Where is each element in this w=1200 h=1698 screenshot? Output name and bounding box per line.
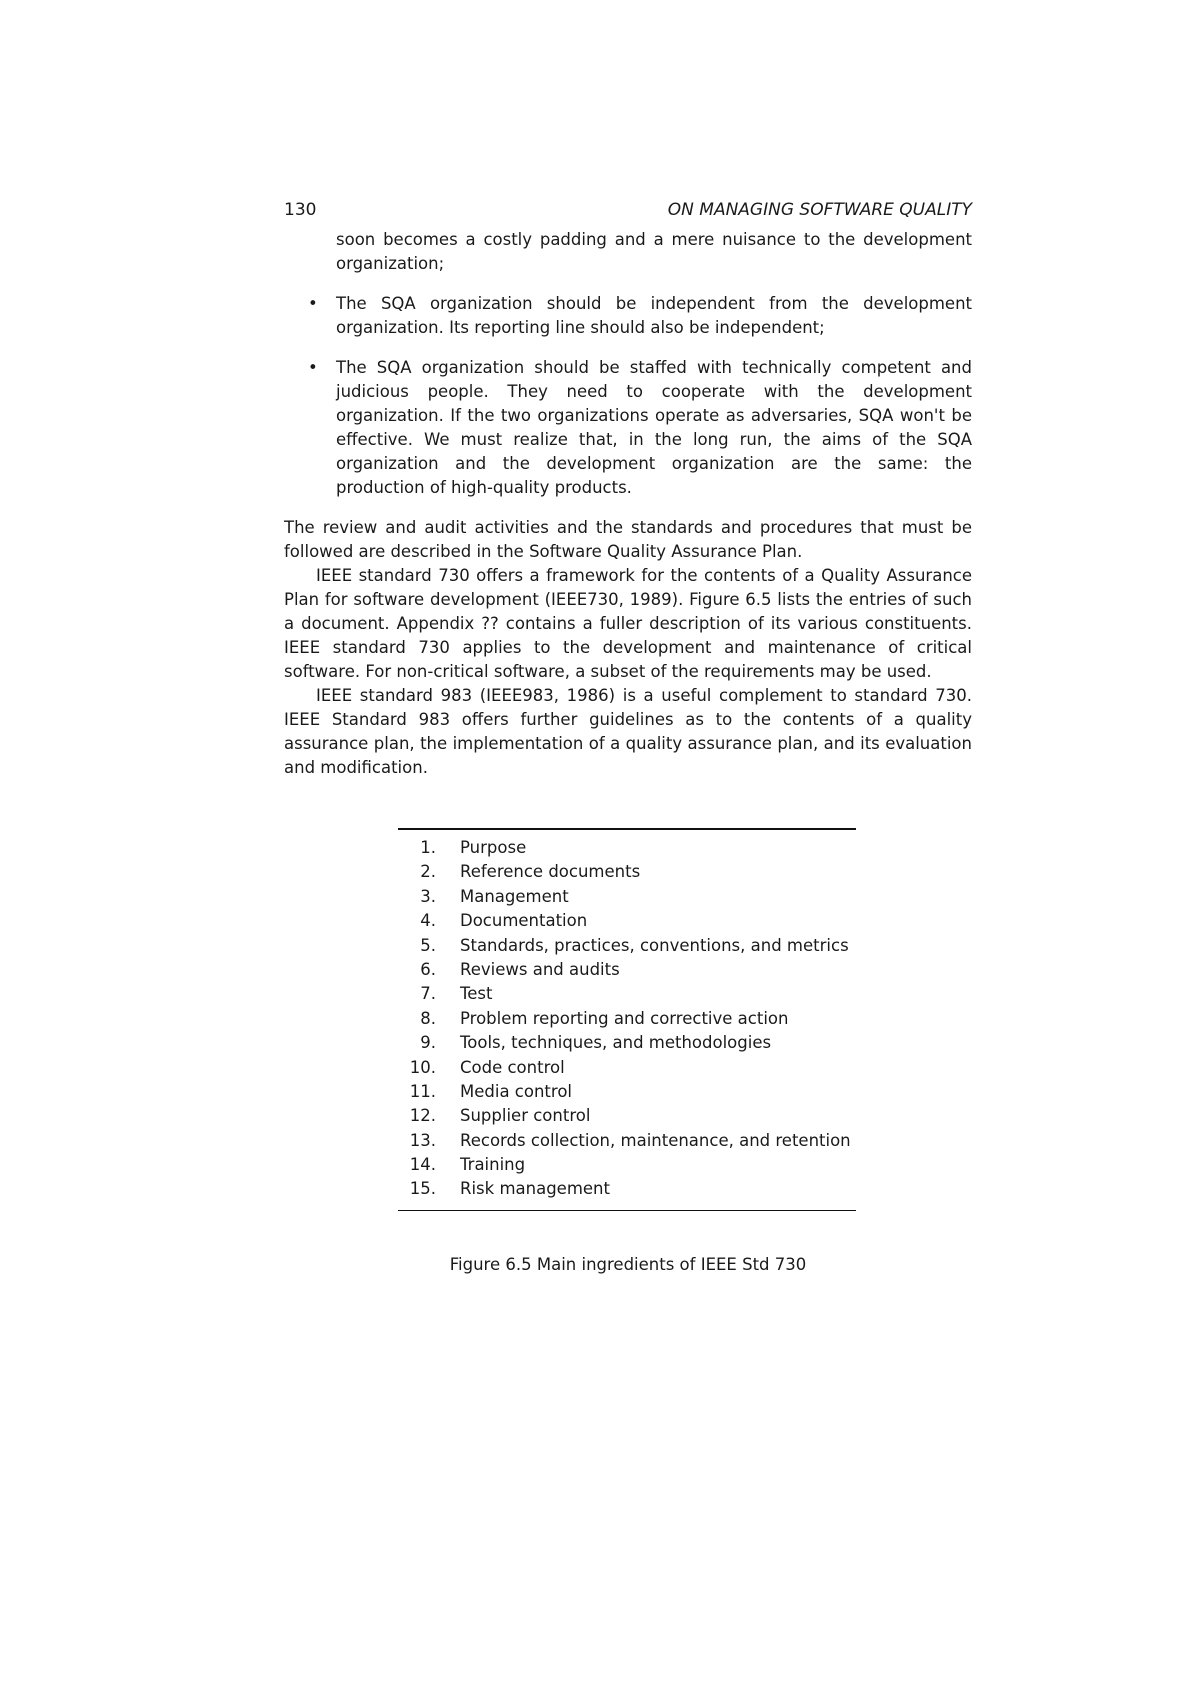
figure-list-item [398,860,856,884]
figure-top-rule [398,828,856,830]
item-label: Problem reporting and corrective action [460,1008,789,1028]
figure-list-item [398,1031,856,1055]
item-number: 8. [420,1008,436,1028]
figure-bottom-rule [398,1210,856,1211]
figure-item-list [398,836,856,1202]
body-paragraph: IEEE standard 730 offers a framework for the contents of a Quality Assurance Plan for software development (IEEE730, 1989). Figure 6.5 lists the entries of such a document. Appendix ?? contains a fuller description of its various constituents. IEEE standard 730 applies to the development and maintenance of critical software. For non-critical software, a subset of the requirements may be used. [284,566,972,681]
item-label: Code control [460,1057,565,1077]
item-number: 1. [420,838,436,857]
figure-list-item [398,909,856,933]
figure-list-item [398,1080,856,1104]
page-number: 130 [284,200,317,220]
item-number: 2. [420,862,436,882]
figure-list-item [398,958,856,982]
figure-list-item [398,1104,856,1128]
figure-list-item [398,885,856,909]
running-title: ON MANAGING SOFTWARE QUALITY [667,200,972,220]
figure-list-item [398,934,856,958]
figure-list-item [398,982,856,1006]
continuation-text: soon becomes a costly padding and a mere nuisance to the development organization; [336,230,972,273]
item-label: Management [460,886,569,906]
bullet-list [278,292,972,500]
figure-list-item [398,1056,856,1080]
item-number: 6. [420,959,436,979]
item-number: 12. [409,1106,436,1126]
item-number: 4. [420,911,436,931]
item-label: Supplier control [460,1106,591,1126]
item-label: Test [460,984,493,1004]
item-label: Purpose [460,838,527,857]
item-number: 14. [409,1155,436,1175]
item-label: Reference documents [460,862,641,882]
figure-caption: Figure 6.5 Main ingredients of IEEE Std 730 [449,1255,807,1274]
bullet-icon [278,292,336,340]
item-number: 10. [409,1057,436,1077]
item-number: 7. [420,984,436,1004]
running-head [284,200,972,226]
figure-list-item [398,1007,856,1031]
item-number: 13. [409,1130,436,1150]
bullet-text: The SQA organization should be independent from the development organization. Its reporting line should also be independent; [336,294,972,337]
item-number: 11. [409,1081,436,1101]
item-number: 5. [420,935,436,955]
bullet-item [278,292,972,340]
bullet-text: The SQA organization should be staffed with technically competent and judicious people. They need to cooperate with the development organization. If the two organizations operate as adversaries, SQA won't be effective. We must realize that, in the long run, the aims of the SQA organization and the development organization are the same: the production of high-quality products. [336,358,972,497]
body-paragraph: IEEE standard 983 (IEEE983, 1986) is a useful complement to standard 730. IEEE Standard 983 offers further guidelines as to the contents of a quality assurance plan, the implementation of a quality assurance plan, and its evaluation and modification. [284,686,972,777]
figure-6-5 [398,828,856,1211]
page-body [284,200,972,780]
item-label: Records collection, maintenance, and retention [460,1130,851,1150]
item-label: Training [460,1155,526,1175]
bullet-icon [278,356,336,500]
bullet-item [278,356,972,500]
body-paragraph: The review and audit activities and the standards and procedures that must be followed are described in the Software Quality Assurance Plan. [284,518,972,561]
item-label: Media control [460,1081,572,1101]
item-label: Risk management [460,1179,610,1199]
item-label: Standards, practices, conventions, and metrics [460,935,849,955]
item-number: 9. [420,1033,436,1053]
figure-list-item [398,1177,856,1201]
figure-list-item [398,836,856,860]
item-label: Documentation [460,911,588,931]
item-label: Tools, techniques, and methodologies [460,1033,772,1053]
item-number: 15. [409,1179,436,1199]
figure-list-item [398,1153,856,1177]
item-number: 3. [420,886,436,906]
figure-list-item [398,1129,856,1153]
item-label: Reviews and audits [460,959,620,979]
